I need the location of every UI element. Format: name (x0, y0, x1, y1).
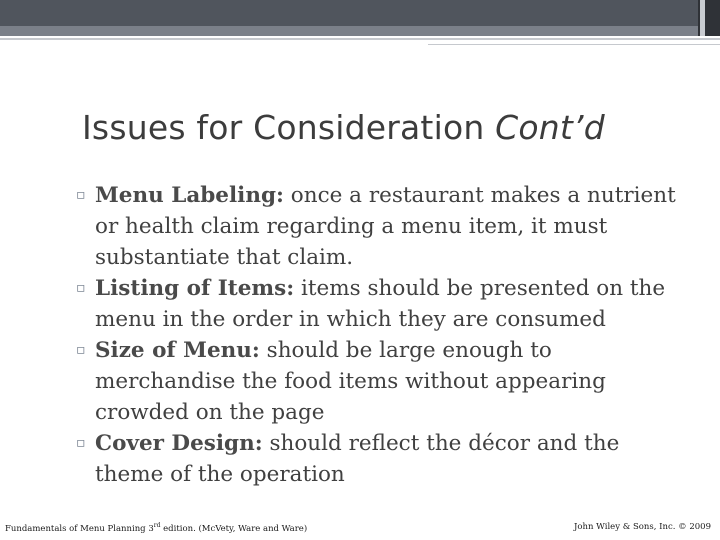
footer-citation-pre: Fundamentals of Menu Planning 3 (5, 523, 154, 534)
square-bullet-icon: ▫ (76, 187, 86, 203)
header-rule-short (428, 44, 720, 45)
list-item-text: once a restaurant makes a nutrient or health claim regarding a menu item, it must substantiate that claim. (95, 183, 676, 270)
list-item-term: Size of Menu: (95, 338, 260, 363)
square-bullet-icon: ▫ (76, 435, 86, 451)
square-bullet-icon: ▫ (76, 280, 86, 296)
list-item-term: Menu Labeling: (95, 183, 284, 208)
list-item-listing-of-items (76, 273, 688, 335)
list-item-term: Cover Design: (95, 431, 263, 456)
list-item-text: items should be presented on the menu in the order in which they are consumed (95, 276, 666, 332)
square-bullet-icon: ▫ (76, 342, 86, 358)
list-item-cover-design (76, 428, 688, 490)
list-item-size-of-menu (76, 335, 688, 428)
header-corner-stripe (700, 0, 705, 36)
slide-title-main: Issues for Consideration (82, 108, 496, 147)
slide-title-italic: Cont’d (495, 108, 605, 147)
list-item-menu-labeling (76, 180, 688, 273)
list-item-text: should be large enough to merchandise the food items without appearing crowded on the page (95, 338, 606, 425)
footer-copyright: John Wiley & Sons, Inc. © 2009 (573, 522, 711, 532)
list-item-term: Listing of Items: (95, 276, 295, 301)
header-bar-light (0, 26, 720, 36)
header-bar-dark (0, 0, 720, 26)
slide-title (82, 108, 605, 147)
header-rule-long (0, 38, 720, 40)
bullet-list (76, 180, 688, 490)
footer-citation-sup: rd (153, 522, 161, 529)
list-item-text: should reflect the décor and the theme of the operation (95, 431, 620, 487)
footer-citation-post: edition. (McVety, Ware and Ware) (160, 523, 308, 534)
footer-citation (5, 522, 307, 534)
